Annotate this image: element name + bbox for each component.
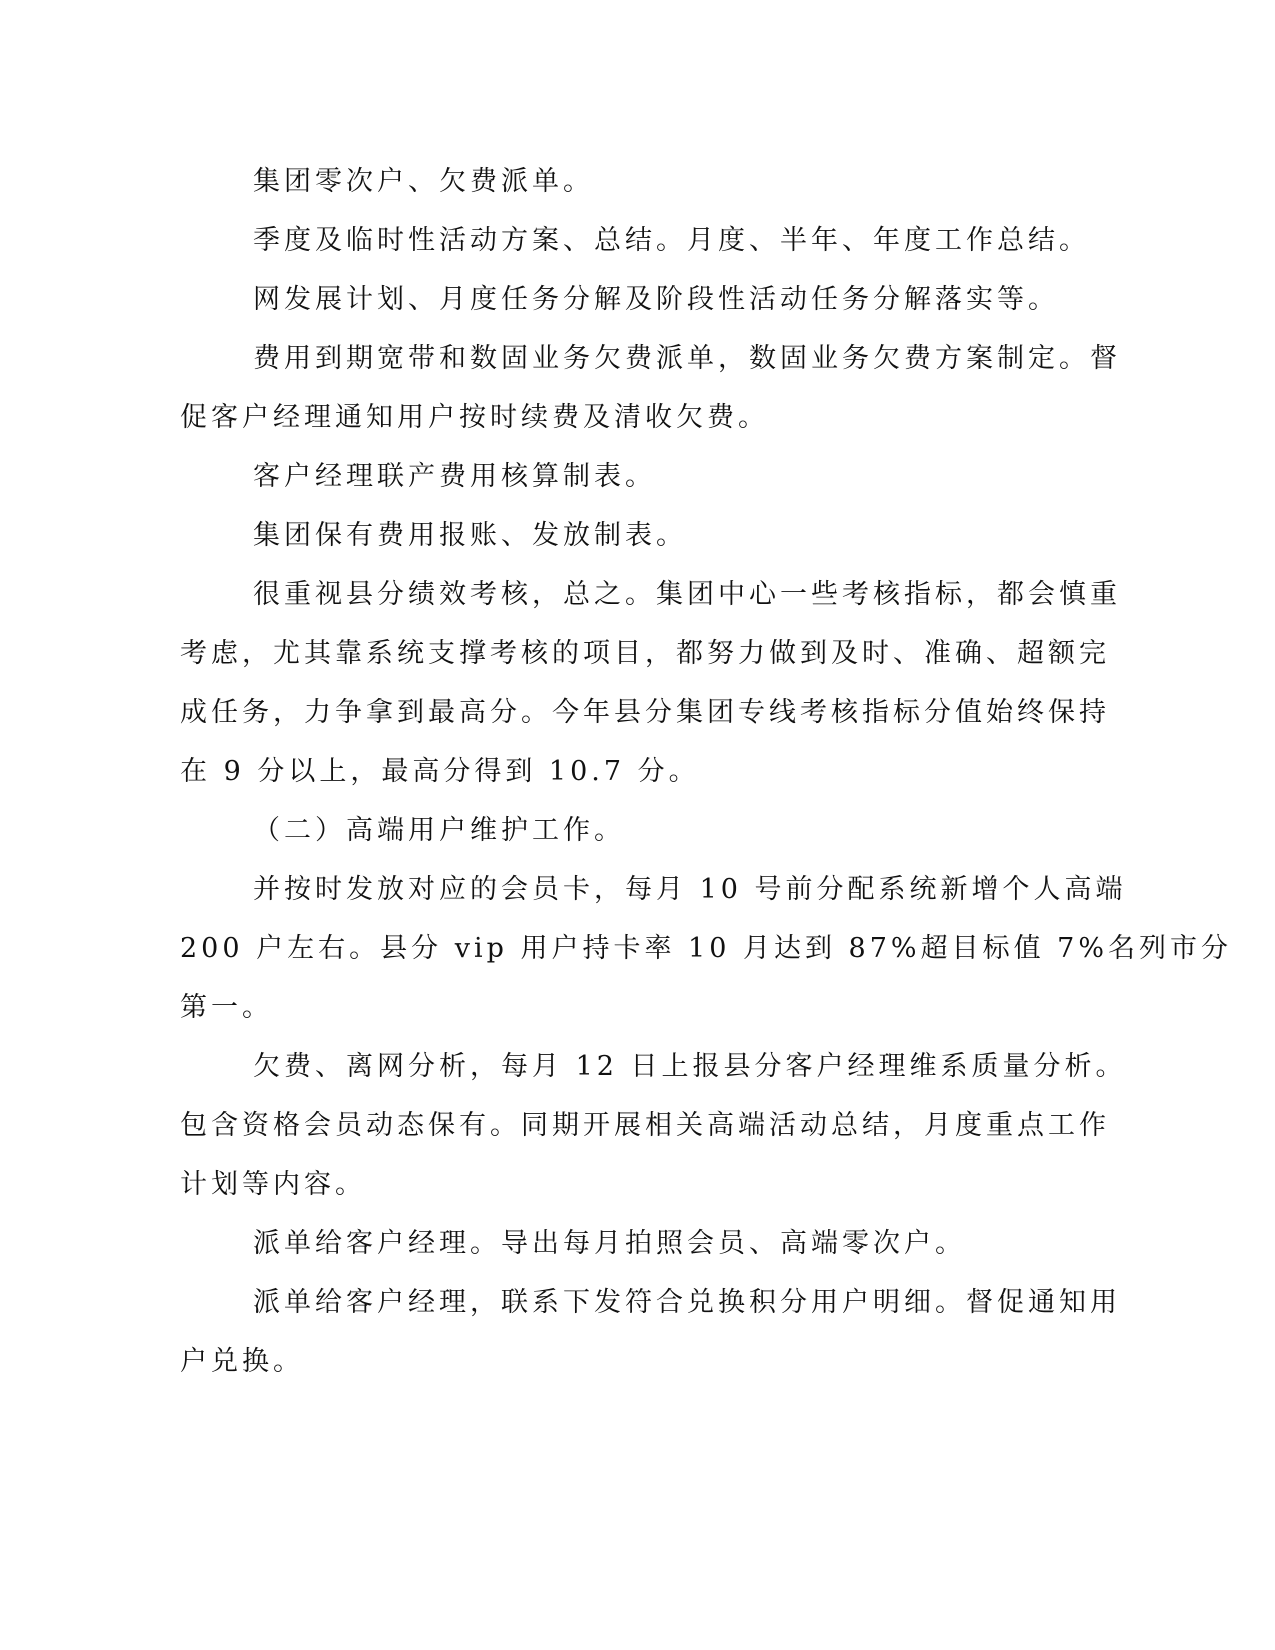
section-heading: （二）高端用户维护工作。 — [253, 815, 625, 846]
text-line: 季度及临时性活动方案、总结。月度、半年、年度工作总结。 — [253, 225, 1090, 256]
text-line: 成任务，力争拿到最高分。今年县分集团专线考核指标分值始终保持 — [180, 697, 1110, 728]
text-line: 户兑换。 — [180, 1346, 304, 1377]
text-line: 客户经理联产费用核算制表。 — [253, 461, 656, 492]
text-line: 考虑，尤其靠系统支撑考核的项目，都努力做到及时、准确、超额完 — [180, 638, 1110, 669]
text-line: 在 9 分以上，最高分得到 10.7 分。 — [180, 756, 700, 787]
text-line: 并按时发放对应的会员卡，每月 10 号前分配系统新增个人高端 — [253, 874, 1127, 905]
text-line: 包含资格会员动态保有。同期开展相关高端活动总结，月度重点工作 — [180, 1110, 1110, 1141]
text-line: 网发展计划、月度任务分解及阶段性活动任务分解落实等。 — [253, 284, 1059, 315]
text-line: 欠费、离网分析，每月 12 日上报县分客户经理维系质量分析。 — [253, 1051, 1127, 1082]
text-line: 派单给客户经理，联系下发符合兑换积分用户明细。督促通知用 — [253, 1287, 1121, 1318]
text-line: 计划等内容。 — [180, 1169, 366, 1200]
text-line: 很重视县分绩效考核，总之。集团中心一些考核指标，都会慎重 — [253, 579, 1121, 610]
text-line: 费用到期宽带和数固业务欠费派单，数固业务欠费方案制定。督 — [253, 343, 1121, 374]
text-line: 派单给客户经理。导出每月拍照会员、高端零次户。 — [253, 1228, 966, 1259]
document-body — [180, 152, 1232, 1391]
text-line: 集团零次户、欠费派单。 — [253, 166, 594, 197]
text-line: 促客户经理通知用户按时续费及清收欠费。 — [180, 402, 769, 433]
text-line: 第一。 — [180, 992, 273, 1023]
text-line: 200 户左右。县分 vip 用户持卡率 10 月达到 87%超目标值 7%名列市分 — [180, 933, 1232, 964]
text-line: 集团保有费用报账、发放制表。 — [253, 520, 687, 551]
